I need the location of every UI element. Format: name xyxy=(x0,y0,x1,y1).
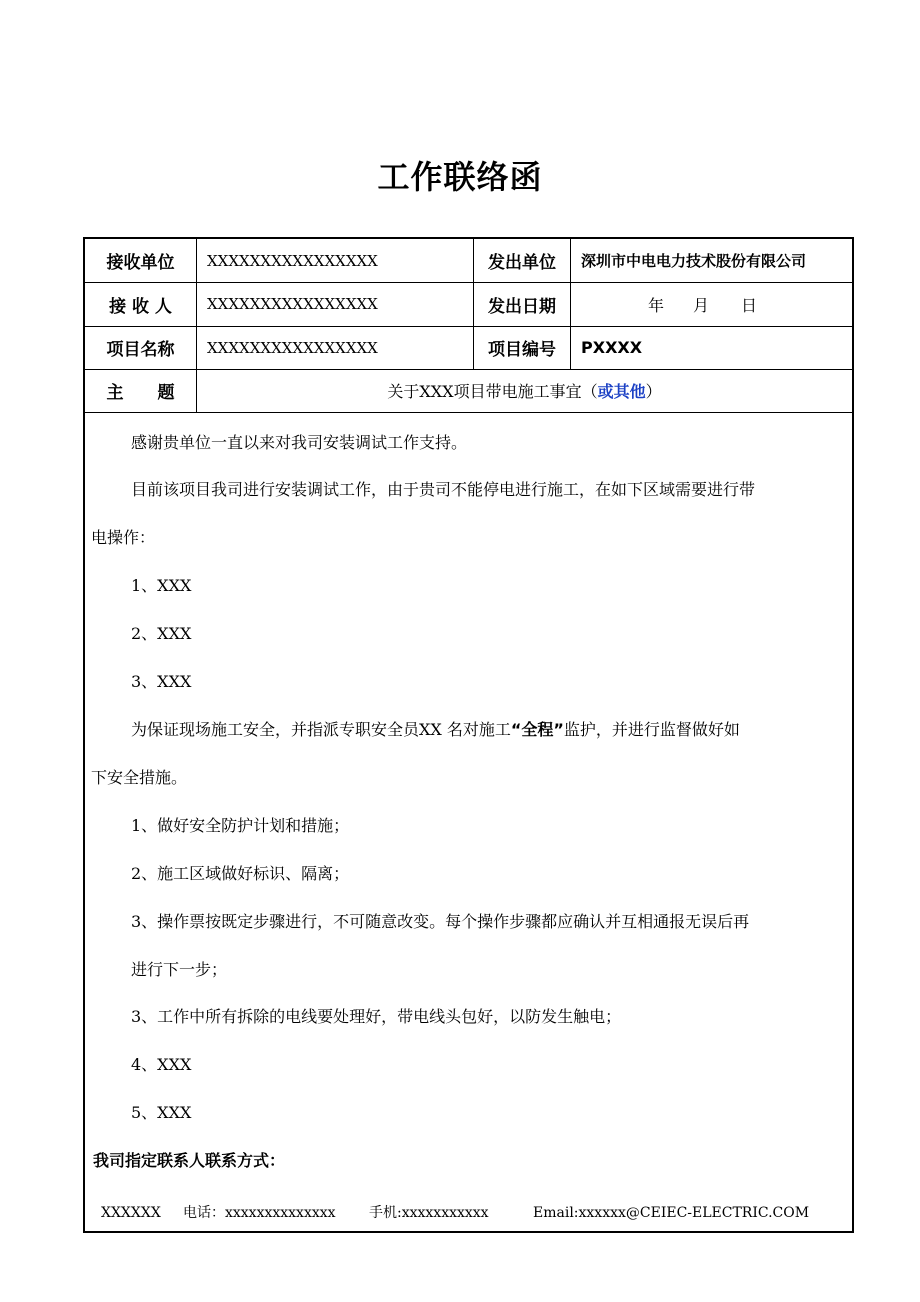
receiver-unit-label: 接收单位 xyxy=(106,253,175,273)
date-month: 月 xyxy=(693,295,710,315)
body-paragraph-intro-line1: 目前该项目我司进行安装调试工作，由于贵司不能停电进行施工，在如下区域需要进行带 xyxy=(131,480,756,499)
receiver-label: 接 收 人 xyxy=(109,296,172,317)
safety-text-emphasis: “全程” xyxy=(510,720,564,739)
row-subject xyxy=(85,369,852,413)
subject-value xyxy=(196,369,852,412)
subject-main: 关于XXX项目带电施工事宜（ xyxy=(387,382,598,401)
row-receiver-unit xyxy=(85,239,852,283)
measure-item-1: 1、做好安全防护计划和措施； xyxy=(131,816,350,835)
contact-name: XXXXXX xyxy=(101,1205,161,1221)
sender-unit-value: 深圳市中电电力技术股份有限公司 xyxy=(570,239,852,282)
letter-body xyxy=(85,412,852,1231)
subject-close: ） xyxy=(645,382,662,401)
measure-item-5: 4、XXX xyxy=(131,1055,192,1074)
measure-item-4: 3、工作中所有拆除的电线要处理好，带电线头包好，以防发生触电； xyxy=(131,1007,622,1026)
receiver-unit-value: XXXXXXXXXXXXXXXX xyxy=(196,239,473,282)
subject-alt: 或其他 xyxy=(597,382,646,401)
row-project xyxy=(85,326,852,370)
measure-item-2: 2、施工区域做好标识、隔离； xyxy=(131,864,350,883)
contact-phone: 电话：xxxxxxxxxxxxxx xyxy=(183,1205,336,1221)
date-day: 日 xyxy=(741,295,758,315)
project-name-label: 项目名称 xyxy=(106,340,175,360)
area-item-3: 3、XXX xyxy=(131,672,192,691)
contact-mobile: 手机:xxxxxxxxxxx xyxy=(369,1205,489,1221)
body-paragraph-safety-line2: 下安全措施。 xyxy=(91,768,188,787)
contact-line xyxy=(101,1202,809,1222)
sender-unit-label: 发出单位 xyxy=(473,239,570,282)
safety-text-part1: 为保证现场施工安全，并指派专职安全员XX 名对施工 xyxy=(131,720,511,739)
row-receiver xyxy=(85,282,852,327)
page-title: 工作联络函 xyxy=(377,158,543,196)
measure-item-6: 5、XXX xyxy=(131,1103,192,1122)
subject-label: 主 题 xyxy=(106,383,175,403)
area-item-1: 1、XXX xyxy=(131,576,192,595)
date-year: 年 xyxy=(648,295,665,315)
date-value xyxy=(570,282,852,326)
measure-item-3-line1: 3、操作票按既定步骤进行，不可随意改变。每个操作步骤都应确认并互相通报无误后再 xyxy=(131,912,750,931)
receiver-value: XXXXXXXXXXXXXXXX xyxy=(196,282,473,326)
project-no-label: 项目编号 xyxy=(473,326,570,369)
project-name-value: XXXXXXXXXXXXXXXX xyxy=(196,326,473,369)
contact-heading: 我司指定联系人联系方式： xyxy=(93,1151,286,1170)
safety-text-part2: 监护，并进行监督做好如 xyxy=(563,720,740,739)
measure-item-3-line2: 进行下一步； xyxy=(131,960,228,979)
body-paragraph-intro-line2: 电操作： xyxy=(91,528,156,547)
project-no-value: PXXXX xyxy=(570,326,852,369)
area-item-2: 2、XXX xyxy=(131,624,192,643)
body-paragraph-safety-line1 xyxy=(131,717,740,740)
date-label: 发出日期 xyxy=(473,282,570,326)
contact-email: Email:xxxxxx@CEIEC-ELECTRIC.COM xyxy=(533,1205,810,1221)
body-paragraph-thanks: 感谢贵单位一直以来对我司安装调试工作支持。 xyxy=(131,433,468,452)
letter-form xyxy=(83,237,854,1233)
